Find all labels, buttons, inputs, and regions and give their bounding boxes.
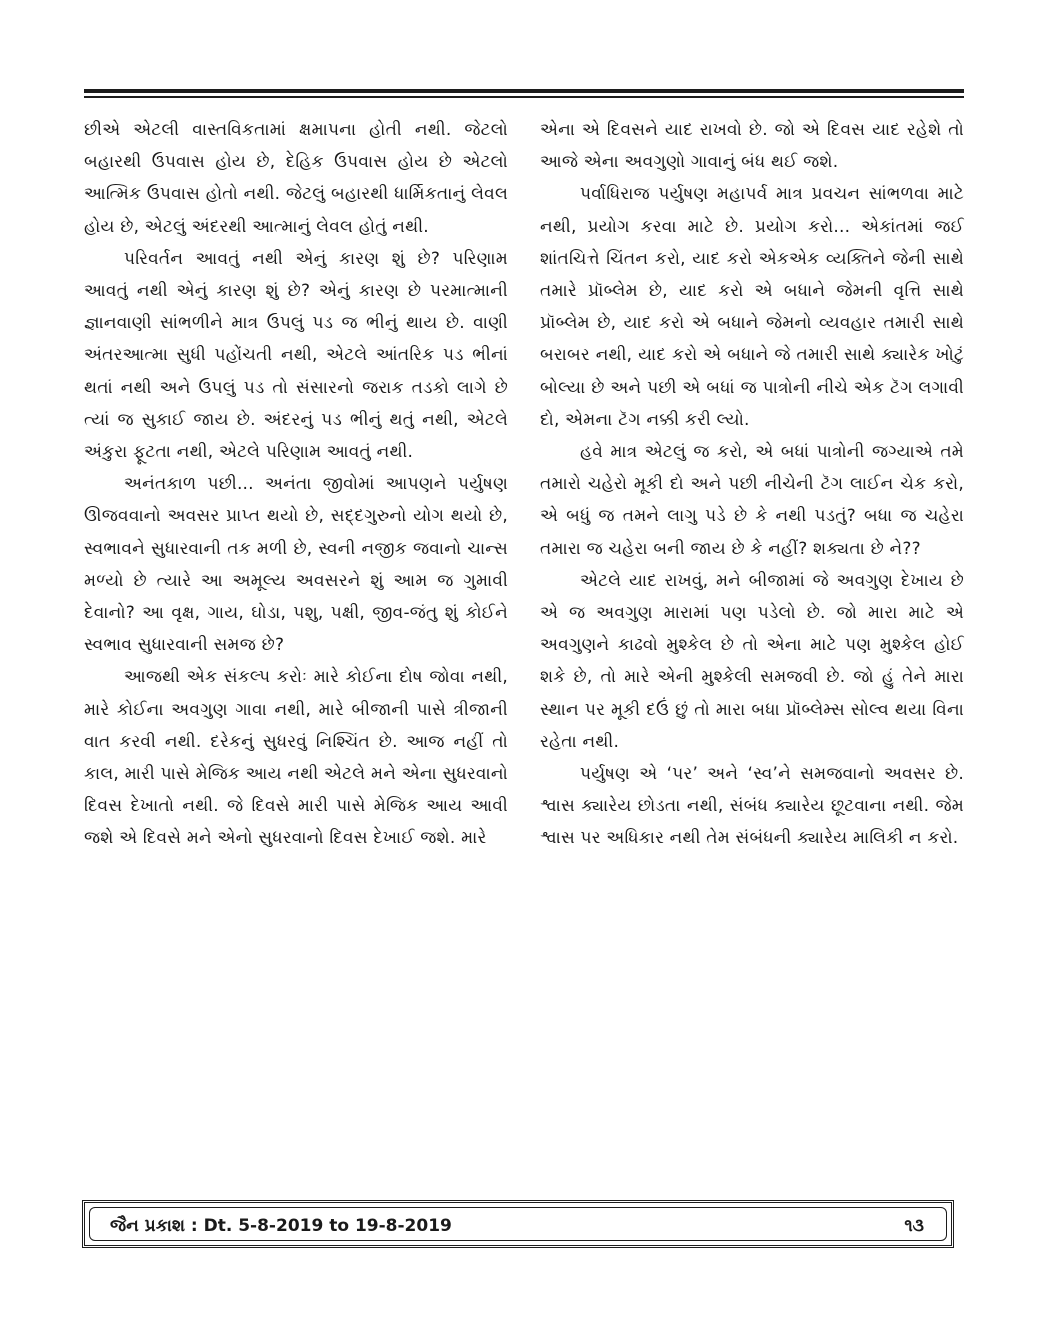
paragraph: એના એ દિવસને યાદ રાખવો છે. જો એ દિવસ યાદ રહેશે તો આજે એના અવગુણો ગાવાનું બંધ થઈ જશે.: [540, 120, 964, 173]
header-rule-thick: [84, 89, 964, 93]
page-number: ૧૩: [904, 1216, 924, 1236]
footer-bar: [82, 1200, 954, 1248]
publication-title: જૈન પ્રકાશ : Dt. 5-8-2019 to 19-8-2019: [110, 1216, 452, 1236]
footer-inner-frame: [89, 1207, 947, 1241]
paragraph: અનંતકાળ પછી... અનંતા જીવોમાં આપણને પર્યુષણ ઊજવવાનો અવસર પ્રાપ્ત થયો છે, સદ્દગુરુનો યોગ થયો છે, સ્વભાવને સુધારવાની તક મળી છે, સ્વની નજીક જવાનો ચાન્સ મળ્યો છે ત્યારે આ અમૂલ્ય અવસરને શું આમ જ ગુમાવી દેવાનો? આ વૃક્ષ, ગાય, ઘોડા, પશુ, પક્ષી, જીવ-જંતુ શું કોઈને સ્વભાવ સુધારવાની સમજ છે?: [84, 474, 508, 656]
paragraph: આજથી એક સંકલ્પ કરોઃ મારે કોઈના દોષ જોવા નથી, મારે કોઈના અવગુણ ગાવા નથી, મારે બીજાની પાસે ત્રીજાની વાત કરવી નથી. દરેકનું સુધરવું નિશ્ચિંત છે. આજ નહીં તો કાલ, મારી પાસે મેજિક આય નથી એટલે મને એના સુધરવાનો દિવસ દેખાતો નથી. જે દિવસે મારી પાસે મેજિક આય આવી જશે એ દિવસે મને એનો સુધરવાનો દિવસ દેખાઈ જશે. મારે: [84, 667, 508, 849]
paragraph: પર્વાધિરાજ પર્યુષણ મહાપર્વ માત્ર પ્રવચન સાંભળવા માટે નથી, પ્રયોગ કરવા માટે છે. પ્રયોગ કરો... એકાંતમાં જઈ શાંતચિત્તે ચિંતન કરો, યાદ કરો એકએક વ્યક્તિને જેની સાથે તમારે પ્રૉબ્લેમ છે, યાદ કરો એ બધાને જેમની વૃત્તિ સાથે પ્રૉબ્લેમ છે, યાદ કરો એ બધાને જેમનો વ્યવહાર તમારી સાથે બરાબર નથી, યાદ કરો એ બધાને જે તમારી સાથે ક્યારેક ખોટું બોલ્યા છે અને પછી એ બધાં જ પાત્રોની નીચે એક ટૅગ લગાવી દો, એમના ટૅગ નક્કી કરી લ્યો.: [540, 184, 964, 430]
paragraph: પર્યુષણ એ ‘પર’ અને ‘સ્વ’ને સમજવાનો અવસર છે. શ્વાસ ક્યારેય છોડતા નથી, સંબંધ ક્યારેય છૂટવાના નથી. જેમ શ્વાસ પર અધિકાર નથી તેમ સંબંધની ક્યારેય માલિકી ન કરો.: [540, 764, 964, 849]
paragraph: હવે માત્ર એટલું જ કરો, એ બધાં પાત્રોની જગ્યાએ તમે તમારો ચહેરો મૂકી દો અને પછી નીચેની ટૅગ લાઈન ચેક કરો, એ બધું જ તમને લાગુ પડે છે કે નથી પડતું? બધા જ ચહેરા તમારા જ ચહેરા બની જાય છે કે નહીં? શક્યતા છે ને??: [540, 442, 964, 559]
paragraph: એટલે યાદ રાખવું, મને બીજામાં જે અવગુણ દેખાય છે એ જ અવગુણ મારામાં પણ પડેલો છે. જો મારા માટે એ અવગુણને કાઢવો મુશ્કેલ છે તો એના માટે પણ મુશ્કેલ હોઈ શકે છે, તો મારે એની મુશ્કેલી સમજવી છે. જો હું તેને મારા સ્થાન પર મૂકી દઉં છું તો મારા બધા પ્રૉબ્લેમ્સ સોલ્વ થયા વિના રહેતા નથી.: [540, 570, 964, 752]
left-column: [84, 114, 508, 855]
header-rule-thin: [84, 96, 964, 98]
right-column: [540, 114, 964, 855]
paragraph: છીએ એટલી વાસ્તવિકતામાં ક્ષમાપના હોતી નથી. જેટલો બહારથી ઉપવાસ હોય છે, દેહિક ઉપવાસ હોય છે એટલો આત્મિક ઉપવાસ હોતો નથી. જેટલું બહારથી ધાર્મિકતાનું લેવલ હોય છે, એટલું અંદરથી આત્માનું લેવલ હોતું નથી.: [84, 120, 508, 237]
paragraph: પરિવર્તન આવતું નથી એનું કારણ શું છે? પરિણામ આવતું નથી એનું કારણ શું છે? એનું કારણ છે પરમાત્માની જ્ઞાનવાણી સાંભળીને માત્ર ઉપલું પડ જ ભીનું થાય છે. વાણી અંતરઆત્મા સુધી પહોંચતી નથી, એટલે આંતરિક પડ ભીનાં થતાં નથી અને ઉપલું પડ તો સંસારનો જરાક તડકો લાગે છે ત્યાં જ સુકાઈ જાય છે. અંદરનું પડ ભીનું થતું નથી, એટલે અંકુરા ફૂટતા નથી, એટલે પરિણામ આવતું નથી.: [84, 248, 508, 463]
